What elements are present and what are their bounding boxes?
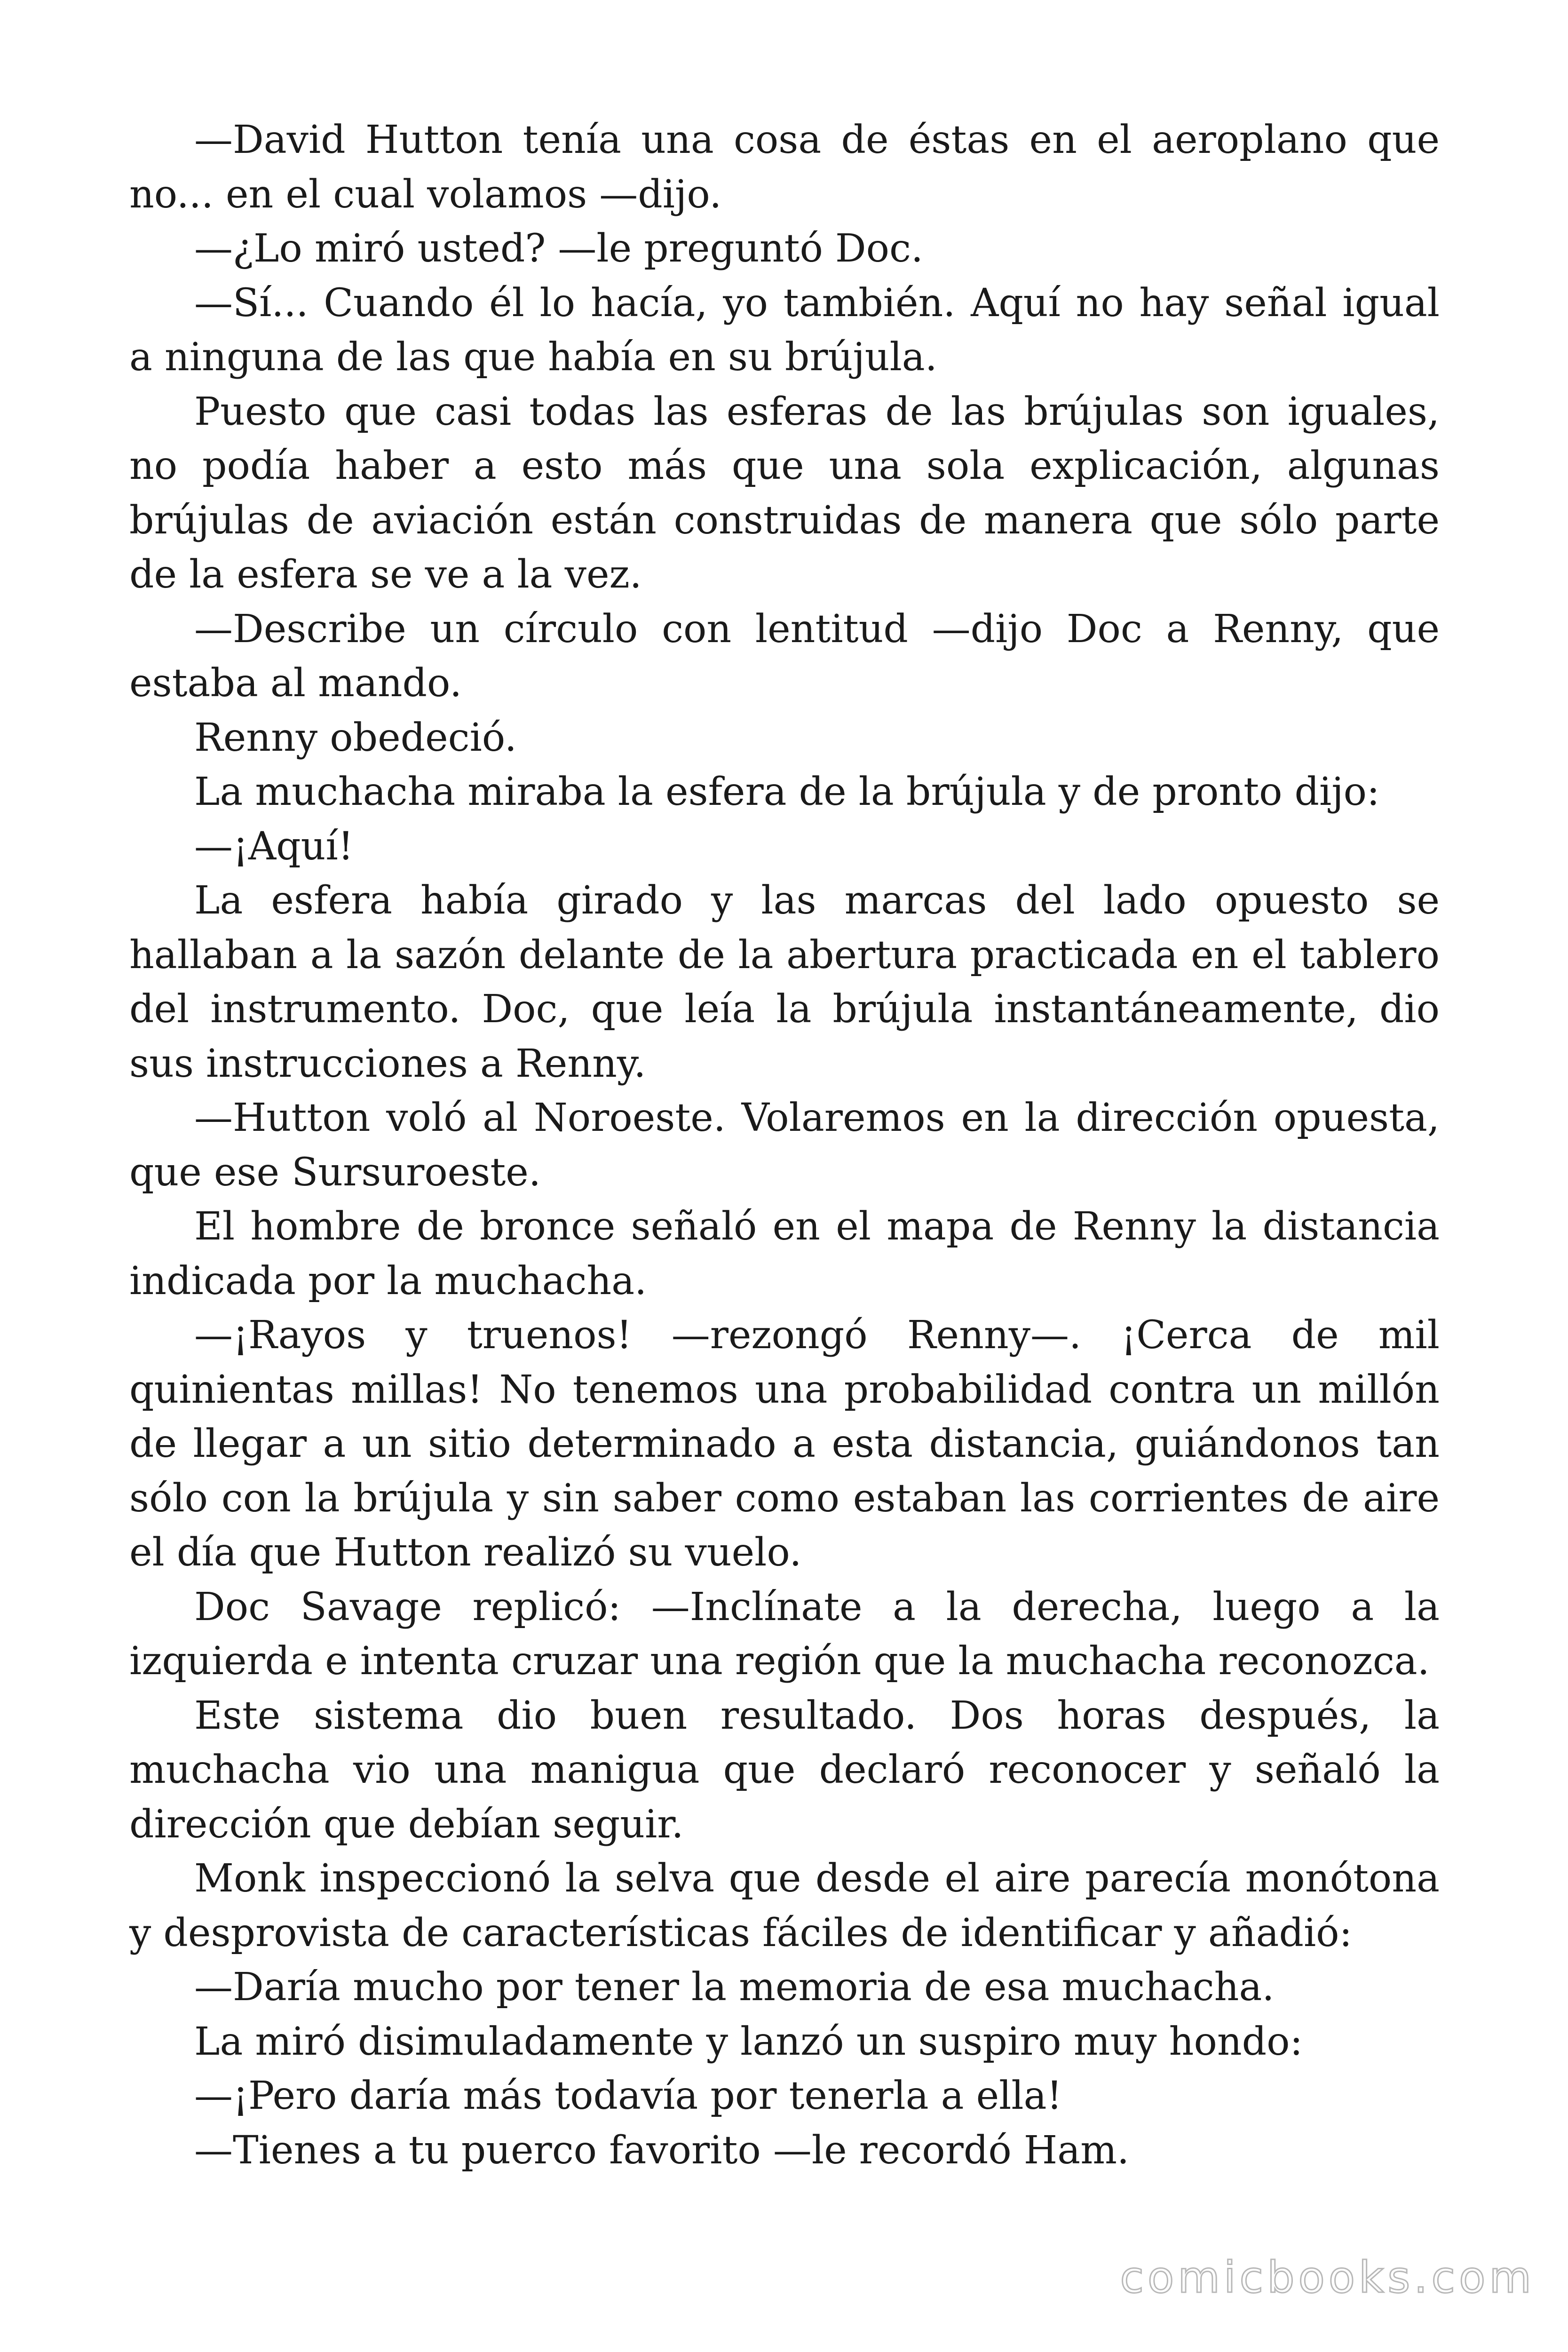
paragraph: —¡Rayos y truenos! —rezongó Renny—. ¡Cerca de mil quinientas millas! No tenemos una probabilidad contra un millón de llegar a un sitio determinado a esta distancia, guiándonos tan sólo con la brújula y sin saber como estaban las corrientes de aire el día que Hutton realizó su vuelo. [129,1313,1440,1575]
paragraph: Doc Savage replicó: —Inclínate a la derecha, luego a la izquierda e intenta cruzar una región que la muchacha reconozca. [129,1584,1440,1684]
paragraph: —Daría mucho por tener la memoria de esa muchacha. [194,1965,1275,2010]
paragraph: —Hutton voló al Noroeste. Volaremos en la dirección opuesta, que ese Sursuroeste. [129,1096,1440,1195]
paragraph: —David Hutton tenía una cosa de éstas en el aeroplano que no... en el cual volamos —dijo. [129,118,1440,217]
paragraph: Renny obedeció. [194,715,517,760]
paragraph: El hombre de bronce señaló en el mapa de Renny la distancia indicada por la muchacha. [129,1204,1440,1303]
paragraph: —¿Lo miró usted? —le preguntó Doc. [194,226,923,271]
paragraph: —¡Aquí! [194,824,354,869]
paragraph: —Tienes a tu puerco favorito —le recordó Ham. [194,2128,1130,2173]
page-text [129,113,1440,2177]
paragraph: Monk inspeccionó la selva que desde el aire parecía monótona y desprovista de características fáciles de identificar y añadió: [129,1856,1440,1955]
watermark: comicbooks.com [1120,2252,1535,2303]
paragraph: La miró disimuladamente y lanzó un suspiro muy hondo: [194,2019,1303,2064]
paragraph: —Describe un círculo con lentitud —dijo Doc a Renny, que estaba al mando. [129,606,1440,706]
paragraph: La esfera había girado y las marcas del lado opuesto se hallaban a la sazón delante de la abertura practicada en el tablero del instrumento. Doc, que leía la brújula instantáneamente, dio sus instrucciones a Renny. [129,878,1440,1086]
paragraph: —¡Pero daría más todavía por tenerla a ella! [194,2074,1062,2118]
paragraph: Puesto que casi todas las esferas de las brújulas son iguales, no podía haber a esto más que una sola explicación, algunas brújulas de aviación están construidas de manera que sólo parte de la esfera se ve a la vez. [129,389,1440,597]
paragraph: La muchacha miraba la esfera de la brújula y de pronto dijo: [194,770,1380,814]
paragraph: —Sí... Cuando él lo hacía, yo también. Aquí no hay señal igual a ninguna de las que había en su brújula. [129,280,1440,380]
paragraph: Este sistema dio buen resultado. Dos horas después, la muchacha vio una manigua que declaró reconocer y señaló la dirección que debían seguir. [129,1693,1440,1847]
